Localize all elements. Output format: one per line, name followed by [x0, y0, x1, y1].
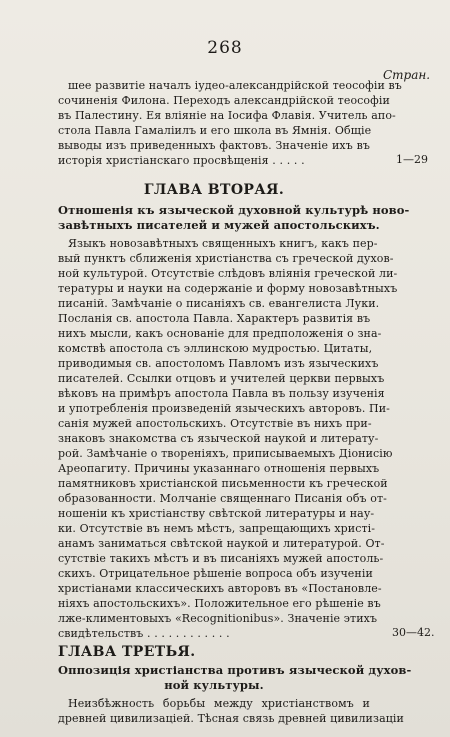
- page-number: 268: [207, 38, 243, 58]
- text-line: санія мужей апостольскихъ. Отсутствіе въ нихъ при-: [58, 417, 372, 430]
- text-line: скихъ. Отрицательное рѣшеніе вопроса объ изученіи: [58, 567, 373, 580]
- text-line: вѣковъ на примѣръ апостола Павла въ пользу изученія: [58, 387, 385, 400]
- text-line: Посланія св. апостола Павла. Характеръ развитія въ: [58, 312, 371, 325]
- text-line: писателей. Ссылки отцовъ и учителей церкви первыхъ: [58, 372, 385, 385]
- text-line: тературы и науки на содержаніе и форму новозавѣтныхъ: [58, 282, 398, 295]
- text-line: сутствіе такихъ мѣстъ и въ писаніяхъ мужей апостоль-: [58, 552, 384, 565]
- subtitle-line: завѣтныхъ писателей и мужей апостольскихъ.: [58, 218, 380, 232]
- chapter-2-subtitle: [58, 203, 410, 233]
- page-range-intro: 1—29: [396, 153, 428, 166]
- chapter-2-summary: [58, 236, 398, 641]
- chapter-3-summary: [58, 696, 404, 726]
- text-line: рой. Замѣчаніе о твореніяхъ, приписываемыхъ Діонисію: [58, 447, 393, 460]
- text-line: шее развитіе началъ іудео-александрійской теософіи въ: [68, 79, 402, 92]
- text-line: комствѣ апостола съ эллинскою мудростью. Цитаты,: [58, 342, 373, 355]
- intro-paragraph: [58, 78, 402, 168]
- text-line: въ Палестину. Ея вліяніе на Іосифа Флавія. Учитель апо-: [58, 109, 396, 122]
- text-line: исторія христіанскаго просвѣщенія . . . . .: [58, 154, 305, 167]
- text-line: Неизбѣжность борьбы между христіанствомъ и: [68, 697, 370, 710]
- chapter-3-title: ГЛАВА ТРЕТЬЯ.: [58, 644, 196, 660]
- text-line: ной культурой. Отсутствіе слѣдовъ вліянія греческой ли-: [58, 267, 398, 280]
- chapter-2-title: ГЛАВА ВТОРАЯ.: [143, 182, 285, 198]
- subtitle-line: Отношенія къ языческой духовной культурѣ ново-: [58, 203, 410, 217]
- text-line: образованности. Молчаніе священнаго Писанія объ от-: [58, 492, 387, 505]
- text-line: свидѣтельствъ . . . . . . . . . . . .: [58, 627, 230, 640]
- text-line: древней цивилизацiей. Тѣсная связь древней цивилизаціи: [58, 712, 404, 725]
- page-range-chapter-2: 30—42.: [392, 626, 435, 639]
- text-line: ніяхъ апостольскихъ». Положительное его рѣшеніе въ: [58, 597, 381, 610]
- text-line: знаковъ знакомства съ языческой наукой и литерату-: [58, 432, 379, 445]
- text-line: Языкъ новозавѣтныхъ священныхъ книгъ, какъ пер-: [68, 237, 378, 250]
- text-line: анамъ заниматься свѣтской наукой и литературой. От-: [58, 537, 385, 550]
- text-line: и употребленія произведеній языческихъ авторовъ. Пи-: [58, 402, 390, 415]
- text-line: выводы изъ приведенныхъ фактовъ. Значеніе ихъ въ: [58, 139, 370, 152]
- text-line: стола Павла Гамаліилъ и его школа въ Ямнія. Общіе: [58, 124, 372, 137]
- chapter-3-subtitle: [58, 663, 412, 693]
- text-line: памятниковъ христіанской письменности къ греческой: [58, 477, 388, 490]
- margin-header-pages: Стран.: [383, 68, 431, 82]
- text-line: христіанами классическихъ авторовъ въ «Постановле-: [58, 582, 382, 595]
- text-line: ки. Отсутствіе въ немъ мѣстъ, запрещающихъ христі-: [58, 522, 376, 535]
- text-line: писаній. Замѣчаніе о писаніяхъ св. евангелиста Луки.: [58, 297, 380, 310]
- text-line: нихъ мысли, какъ основаніе для предположенія о зна-: [58, 327, 382, 340]
- text-line: Ареопагиту. Причины указаннаго отношенія первыхъ: [58, 462, 380, 475]
- text-line: сочиненія Филона. Переходъ александрійской теософіи: [58, 94, 390, 107]
- subtitle-line: ной культуры.: [164, 678, 264, 692]
- text-line: приводимыя св. апостоломъ Павломъ изъ языческихъ: [58, 357, 379, 370]
- text-line: лже-климентовыхъ «Recognitionibus». Значеніе этихъ: [58, 612, 378, 625]
- text-line: вый пунктъ сближенія христіанства съ греческой духов-: [58, 252, 394, 265]
- text-line: ношеніи къ христіанству свѣтской литературы и нау-: [58, 507, 375, 520]
- subtitle-line: Оппозиція христіанства противъ языческой духов-: [58, 663, 412, 677]
